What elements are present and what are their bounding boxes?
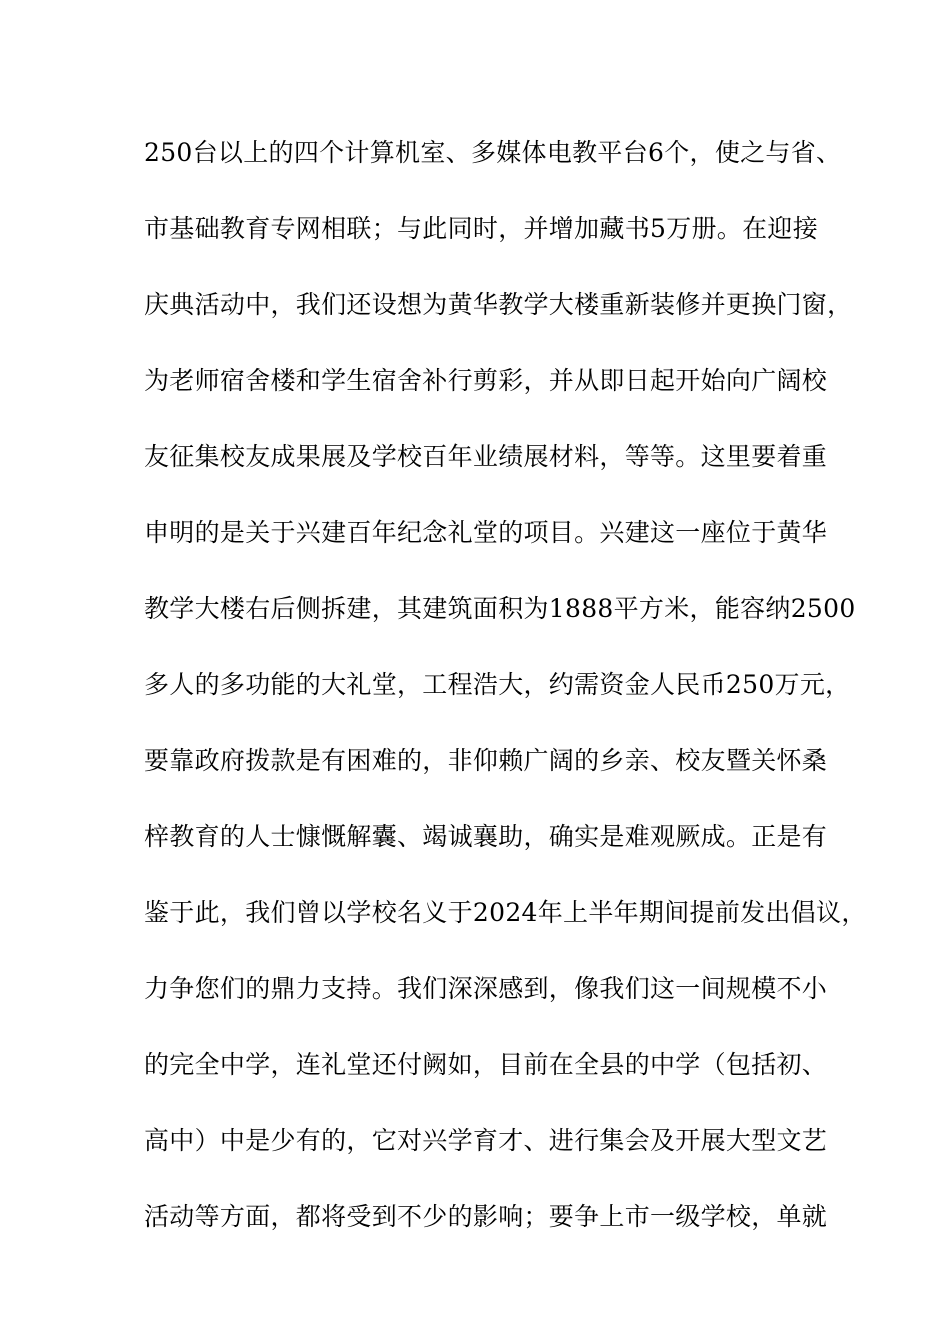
text-line: 为老师宿舍楼和学生宿舍补行剪彩，并从即日起开始向广阔校 <box>144 366 828 395</box>
text-line: 活动等方面，都将受到不少的影响；要争上市一级学校，单就 <box>144 1202 828 1231</box>
body-text <box>144 130 867 1270</box>
text-line: 教学大楼右后侧拆建，其建筑面积为1888平方米，能容纳2500 <box>144 594 856 623</box>
text-line: 市基础教育专网相联；与此同时，并增加藏书5万册。在迎接 <box>144 214 819 243</box>
text-line: 鉴于此，我们曾以学校名义于2024年上半年期间提前发出倡议， <box>144 898 867 927</box>
text-line: 庆典活动中，我们还设想为黄华教学大楼重新装修并更换门窗， <box>144 290 853 319</box>
text-line: 友征集校友成果展及学校百年业绩展材料，等等。这里要着重 <box>144 442 828 471</box>
text-line: 250台以上的四个计算机室、多媒体电教平台6个，使之与省、 <box>144 138 842 167</box>
text-line: 多人的多功能的大礼堂，工程浩大，约需资金人民币250万元， <box>144 670 851 699</box>
text-line: 申明的是关于兴建百年纪念礼堂的项目。兴建这一座位于黄华 <box>144 518 828 547</box>
text-line: 要靠政府拨款是有困难的，非仰赖广阔的乡亲、校友暨关怀桑 <box>144 746 828 775</box>
text-line: 高中）中是少有的，它对兴学育才、进行集会及开展大型文艺 <box>144 1126 828 1155</box>
text-line: 梓教育的人士慷慨解囊、竭诚襄助，确实是难观厥成。正是有 <box>144 822 828 851</box>
text-line: 力争您们的鼎力支持。我们深深感到，像我们这一间规模不小 <box>144 974 828 1003</box>
text-line: 的完全中学，连礼堂还付阙如，目前在全县的中学（包括初、 <box>144 1050 828 1079</box>
